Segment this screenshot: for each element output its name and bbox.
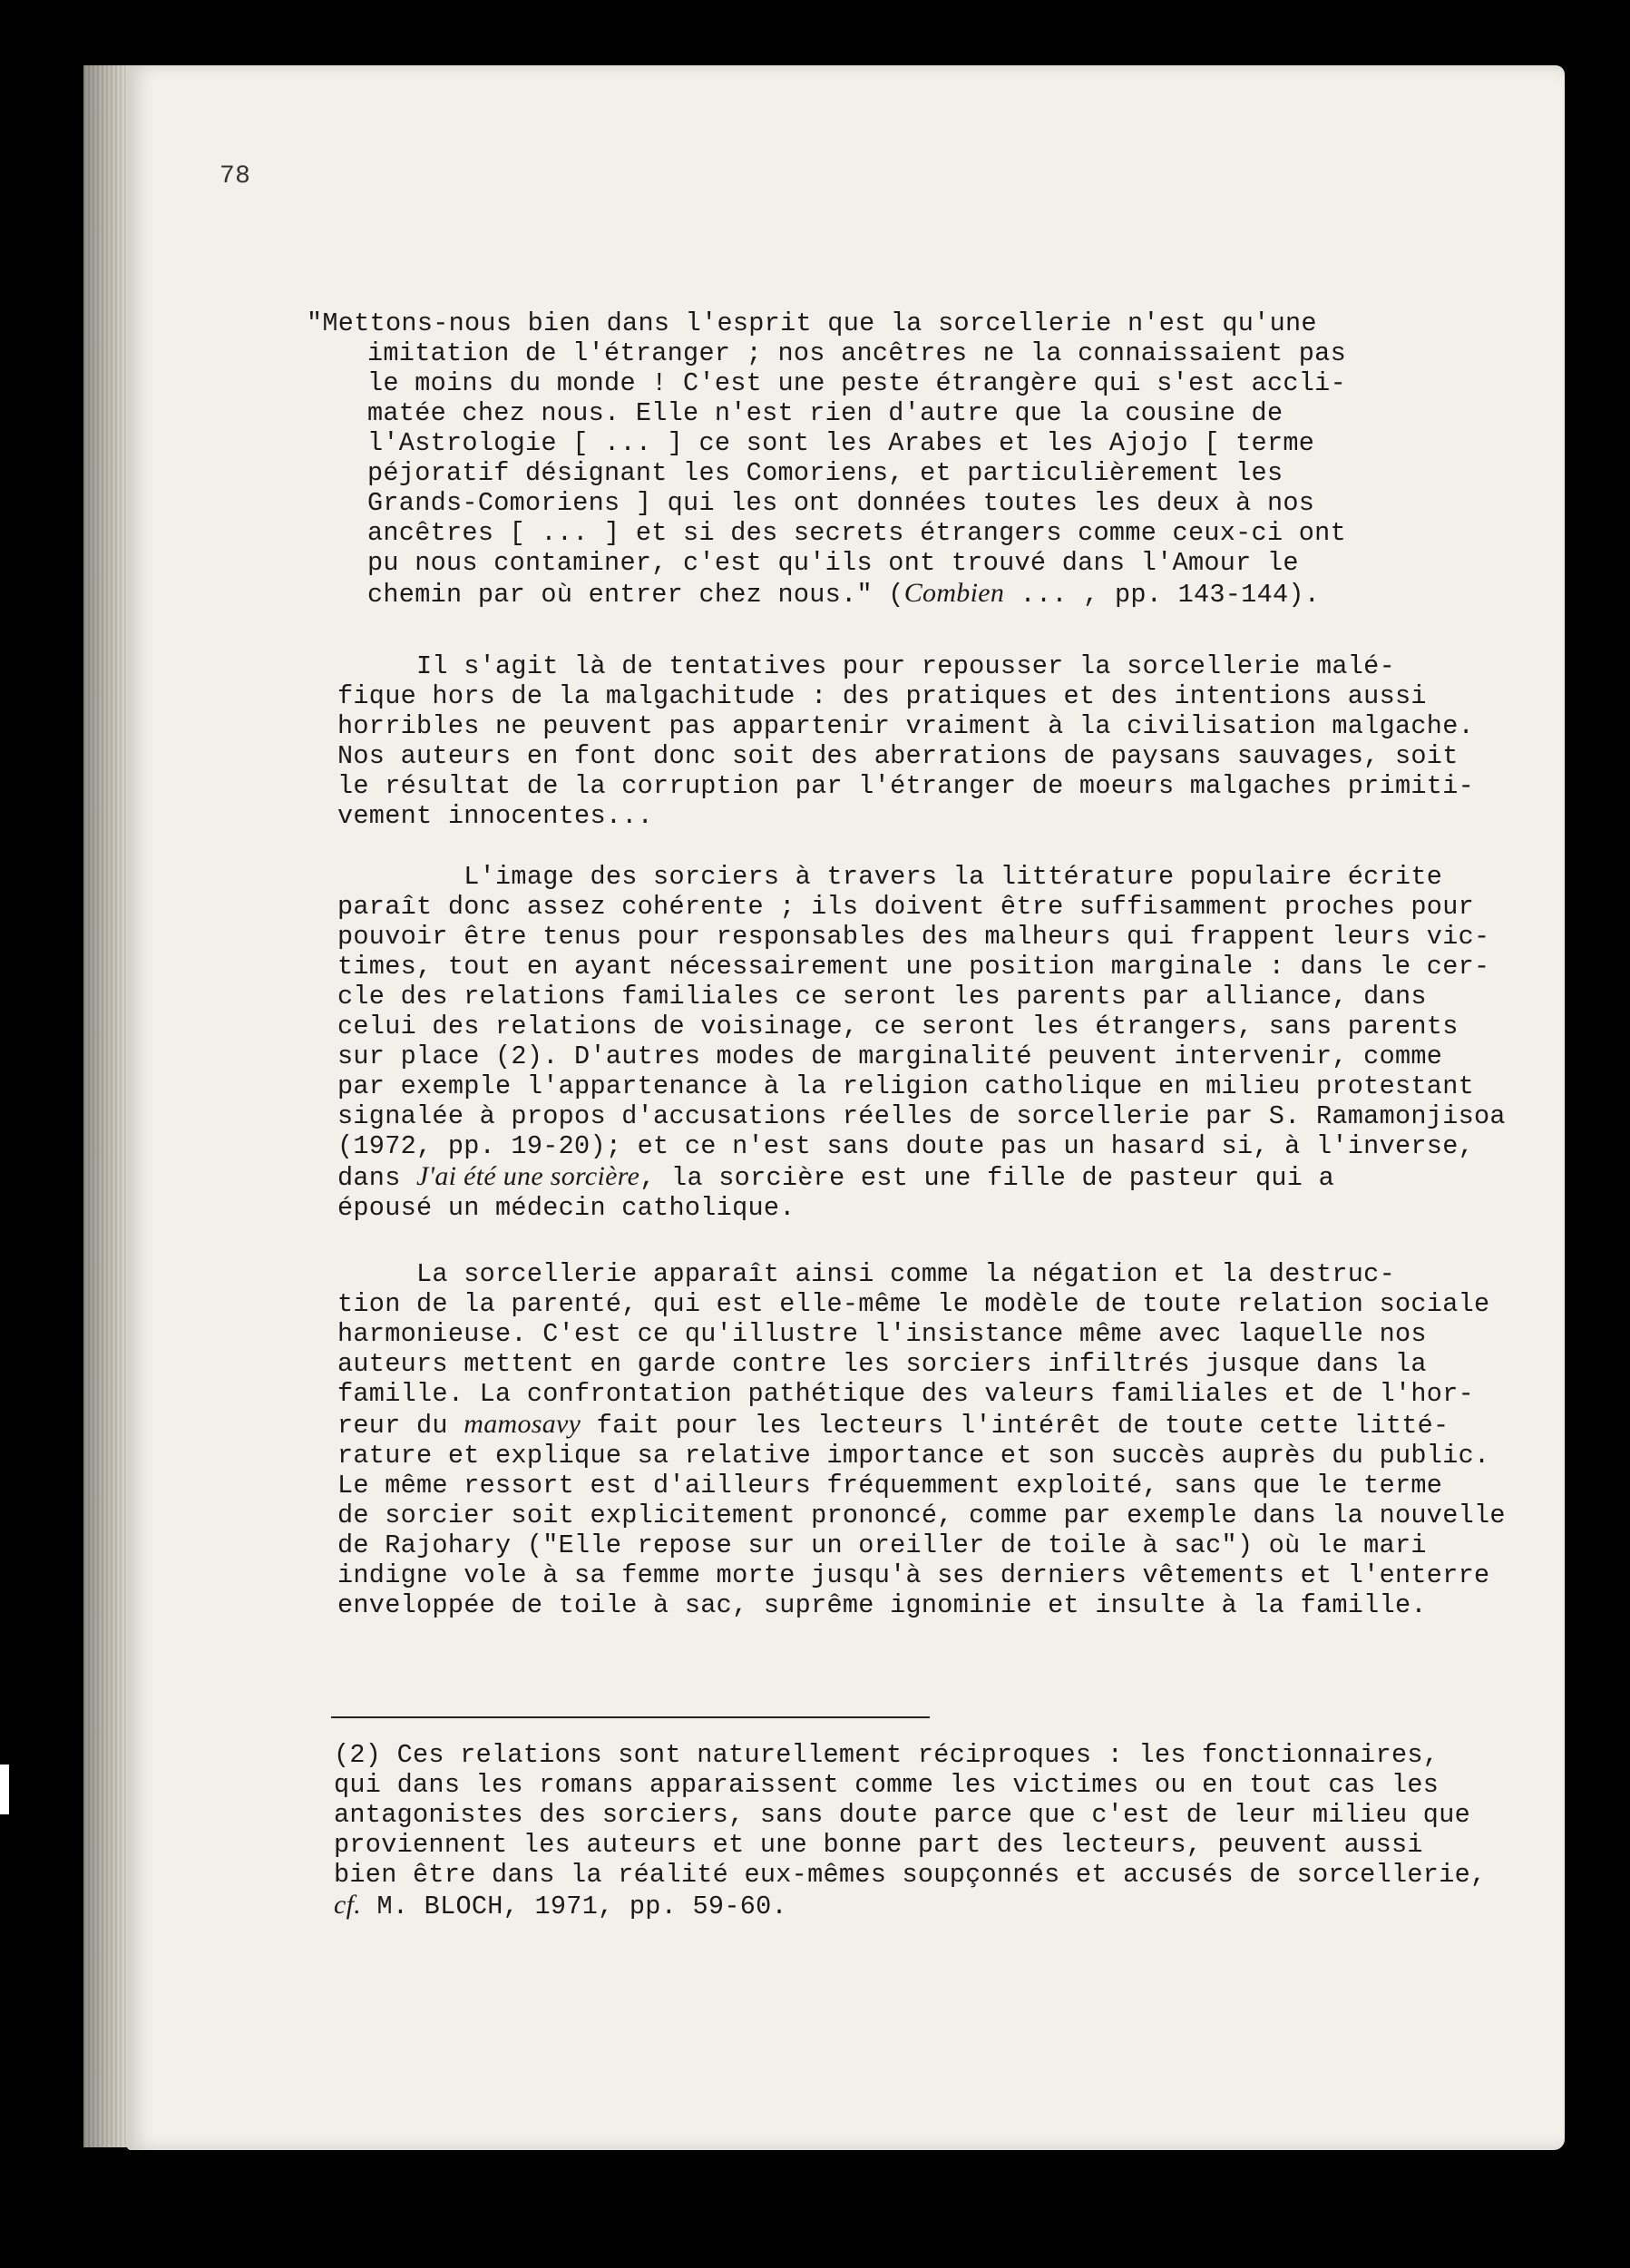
footnote-line: qui dans les romans apparaissent comme les victimes ou en tout cas les	[334, 1770, 1440, 1800]
paragraph-text: , la sorcière est une fille de pasteur qui a	[639, 1163, 1334, 1193]
paragraph-line: times, tout en ayant nécessairement une position marginale : dans le cer-	[337, 952, 1490, 982]
paragraph-line	[337, 1409, 1526, 1441]
paragraph-line: Il s'agit là de tentatives pour repousser la sorcellerie malé-	[337, 651, 1395, 681]
paragraph-line: épousé un médecin catholique.	[337, 1193, 795, 1223]
quote-line: Grands-Comoriens ] qui les ont données toutes les deux à nos	[367, 488, 1315, 518]
paragraph-line: famille. La confrontation pathétique des valeurs familiales et de l'hor-	[337, 1379, 1474, 1409]
footnote-line: (2) Ces relations sont naturellement réciproques : les fonctionnaires,	[334, 1740, 1440, 1770]
paragraph-1	[337, 651, 1526, 831]
quote-line: matée chez nous. Elle n'est rien d'autre que la cousine de	[367, 398, 1284, 428]
book-title-italic: J'ai été une sorcière	[416, 1161, 640, 1191]
paragraph-line: Le même ressort est d'ailleurs fréquemment exploité, sans que le terme	[337, 1471, 1443, 1501]
paragraph-line: auteurs mettent en garde contre les sorciers infiltrés jusque dans la	[337, 1349, 1427, 1379]
footnote-line: antagonistes des sorciers, sans doute parce que c'est de leur milieu que	[334, 1800, 1470, 1830]
paragraph-line: enveloppée de toile à sac, suprême ignominie et insulte à la famille.	[337, 1590, 1427, 1620]
paragraph-line: vement innocentes...	[337, 801, 654, 831]
quote-line: ancêtres [ ... ] et si des secrets étrangers comme ceux-ci ont	[367, 518, 1346, 548]
paragraph-line: harmonieuse. C'est ce qu'illustre l'insistance même avec laquelle nos	[337, 1319, 1427, 1349]
paragraph-line: (1972, pp. 19-20); et ce n'est sans doute pas un hasard si, à l'inverse,	[337, 1131, 1474, 1161]
quote-line: le moins du monde ! C'est une peste étrangère qui s'est accli-	[367, 368, 1346, 398]
quote-text: chemin par où entrer chez nous." (	[367, 580, 904, 610]
footnote-line: proviennent les auteurs et une bonne part des lecteurs, peuvent aussi	[334, 1830, 1423, 1860]
quote-line: "Mettons-nous bien dans l'esprit que la sorcellerie n'est qu'une	[307, 308, 1317, 338]
paragraph-line: le résultat de la corruption par l'étranger de moeurs malgaches primiti-	[337, 771, 1474, 801]
paragraph-text: dans	[337, 1163, 417, 1193]
paragraph-line: horribles ne peuvent pas appartenir vraiment à la civilisation malgache.	[337, 711, 1474, 741]
quote-line: l'Astrologie [ ... ] ce sont les Arabes et les Ajojo [ terme	[367, 428, 1315, 458]
paragraph-line: cle des relations familiales ce seront les parents par alliance, dans	[337, 982, 1427, 1012]
paragraph-text: fait pour les lecteurs l'intérêt de toute cette litté-	[581, 1411, 1449, 1441]
paragraph-line: par exemple l'appartenance à la religion catholique en milieu protestant	[337, 1071, 1474, 1101]
quote-line: imitation de l'étranger ; nos ancêtres ne la connaissaient pas	[367, 338, 1346, 368]
paragraph-line: de Rajohary ("Elle repose sur un oreiller de toile à sac") où le mari	[337, 1530, 1427, 1560]
paragraph-line: signalée à propos d'accusations réelles de sorcellerie par S. Ramamonjisoa	[337, 1101, 1506, 1131]
paragraph-line: rature et explique sa relative importance et son succès auprès du public.	[337, 1441, 1490, 1471]
footnote-line	[334, 1890, 1531, 1921]
cf-italic: cf.	[334, 1890, 362, 1920]
paragraph-line: sur place (2). D'autres modes de marginalité peuvent intervenir, comme	[337, 1041, 1443, 1071]
footnote-rule	[331, 1716, 930, 1718]
paragraph-line: de sorcier soit explicitement prononcé, comme par exemple dans la nouvelle	[337, 1501, 1506, 1530]
term-italic: mamosavy	[464, 1409, 581, 1439]
paragraph-3	[337, 1259, 1526, 1620]
paragraph-text: reur du	[337, 1411, 464, 1441]
paragraph-line: fique hors de la malgachitude : des pratiques et des intentions aussi	[337, 681, 1427, 711]
paragraph-line: L'image des sorciers à travers la littérature populaire écrite	[337, 862, 1443, 892]
scan-margin-mark	[0, 1765, 9, 1814]
quote-line: pu nous contaminer, c'est qu'ils ont trouvé dans l'Amour le	[367, 548, 1299, 578]
footnote-citation: M. BLOCH, 1971, pp. 59-60.	[361, 1892, 787, 1921]
quote-line	[367, 578, 1547, 610]
block-quote	[307, 308, 1547, 610]
quote-citation: ... , pp. 143-144).	[1004, 580, 1321, 610]
paragraph-line: celui des relations de voisinage, ce seront les étrangers, sans parents	[337, 1012, 1459, 1041]
footnote-line: bien être dans la réalité eux-mêmes soupçonnés et accusés de sorcellerie,	[334, 1860, 1487, 1890]
paragraph-line: indigne vole à sa femme morte jusqu'à ses derniers vêtements et l'enterre	[337, 1560, 1490, 1590]
paragraph-line: paraît donc assez cohérente ; ils doivent être suffisamment proches pour	[337, 892, 1474, 922]
paragraph-line	[337, 1161, 1526, 1193]
paragraph-line: tion de la parenté, qui est elle-même le modèle de toute relation sociale	[337, 1289, 1490, 1319]
quote-line: péjoratif désignant les Comoriens, et particulièrement les	[367, 458, 1284, 488]
book-title-italic: Combien	[903, 578, 1005, 608]
paragraph-2	[337, 862, 1526, 1223]
paragraph-line: La sorcellerie apparaît ainsi comme la négation et la destruc-	[337, 1259, 1395, 1289]
page-number: 78	[220, 162, 251, 191]
paragraph-line: Nos auteurs en font donc soit des aberrations de paysans sauvages, soit	[337, 741, 1459, 771]
paragraph-line: pouvoir être tenus pour responsables des malheurs qui frappent leurs vic-	[337, 922, 1490, 952]
footnote	[334, 1740, 1531, 1921]
